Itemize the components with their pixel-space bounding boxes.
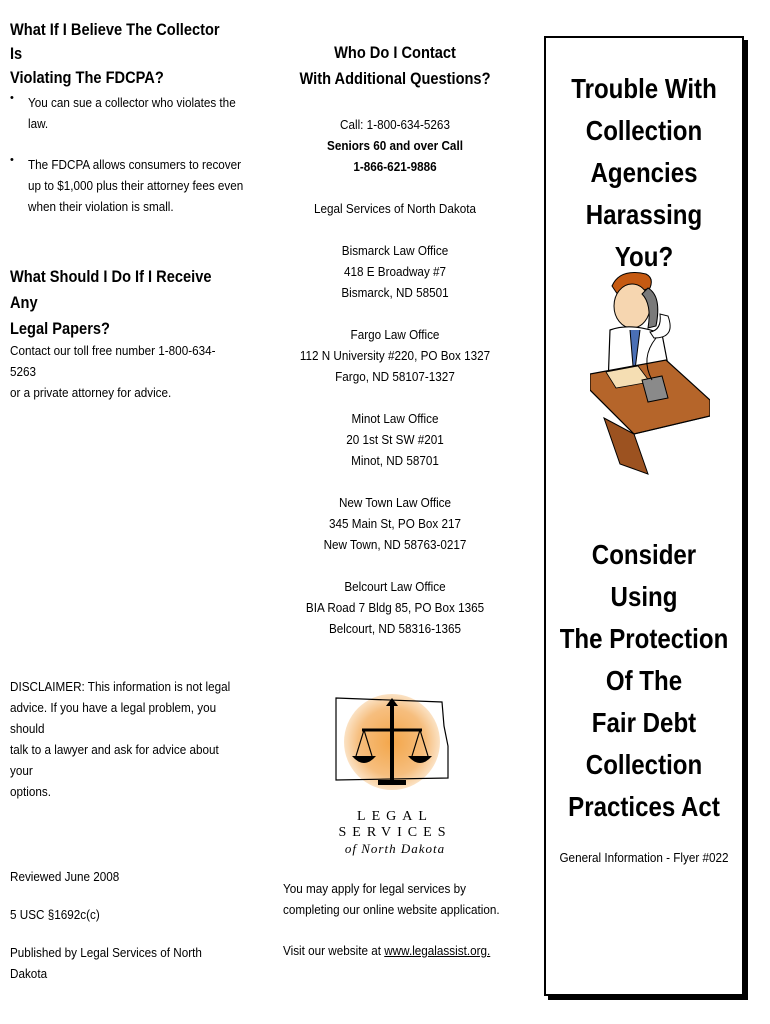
subtitle-line: The Protection xyxy=(559,623,729,654)
bullet-text: You can sue a collector who violates the xyxy=(28,95,236,110)
office-new-town xyxy=(270,492,520,555)
seniors-number: 1-866-621-9886 xyxy=(353,159,437,174)
apply-line: You may apply for legal services by xyxy=(283,881,466,896)
bullet-dot: • xyxy=(10,154,14,166)
phone-block xyxy=(270,114,520,177)
contact-heading xyxy=(270,40,520,92)
office-minot xyxy=(270,408,520,471)
office-address: 20 1st St SW #201 xyxy=(346,432,444,447)
title-line: Trouble With xyxy=(571,73,717,104)
cover-subtitle xyxy=(546,534,742,828)
middle-column xyxy=(270,40,520,639)
office-name: Belcourt Law Office xyxy=(344,579,446,594)
heading-line: What If I Believe The Collector Is xyxy=(10,20,220,63)
flyer-number: General Information - Flyer #022 xyxy=(559,850,729,865)
office-belcourt xyxy=(270,576,520,639)
reviewed-date: Reviewed June 2008 xyxy=(10,869,120,884)
contact-line: or a private attorney for advice. xyxy=(10,385,172,400)
office-city: Belcourt, ND 58316-1365 xyxy=(328,621,462,636)
heading-line: Violating The FDCPA? xyxy=(10,68,164,87)
contact-paragraph xyxy=(10,340,255,403)
bullet-item xyxy=(10,154,273,217)
website-link[interactable]: www.legalassist.org. xyxy=(384,943,491,958)
bullet-item xyxy=(10,92,273,134)
scales-of-justice-icon xyxy=(320,686,470,798)
bullet-text: up to $1,000 plus their attorney fees even xyxy=(28,178,244,193)
office-name: New Town Law Office xyxy=(338,495,452,510)
fdcpa-heading xyxy=(10,18,270,90)
disclaimer-line: DISCLAIMER: This information is not legal xyxy=(10,679,231,694)
office-city: Bismarck, ND 58501 xyxy=(341,285,449,300)
heading-line: With Additional Questions? xyxy=(299,69,491,88)
statute-citation: 5 USC §1692c(c) xyxy=(10,907,100,922)
subtitle-line: Of The xyxy=(605,665,683,696)
seniors-label: Seniors 60 and over Call xyxy=(327,138,463,153)
man-on-phone-illustration xyxy=(590,268,710,478)
disclaimer-line: options. xyxy=(10,784,51,799)
subtitle-line: Consider Using xyxy=(591,539,697,612)
heading-line: Who Do I Contact xyxy=(334,43,456,62)
office-name: Bismarck Law Office xyxy=(341,243,449,258)
legal-papers-heading xyxy=(10,264,270,342)
heading-line: Legal Papers? xyxy=(10,319,110,338)
fdcpa-bullets xyxy=(10,92,273,217)
office-city: Minot, ND 58701 xyxy=(351,453,439,468)
logo-wordmark: LEGAL SERVICES xyxy=(338,809,452,840)
office-address: BIA Road 7 Bldg 85, PO Box 1365 xyxy=(305,600,485,615)
bullet-text: law. xyxy=(28,116,49,131)
office-name: Minot Law Office xyxy=(351,411,439,426)
website-line xyxy=(283,940,517,961)
office-city: Fargo, ND 58107-1327 xyxy=(335,369,455,384)
office-address: 345 Main St, PO Box 217 xyxy=(328,516,462,531)
office-bismarck xyxy=(270,240,520,303)
org-name: Legal Services of North Dakota xyxy=(314,201,476,216)
title-line: Agencies xyxy=(590,157,698,188)
call-number: Call: 1-800-634-5263 xyxy=(340,117,450,132)
logo-subtitle: of North Dakota xyxy=(344,841,446,856)
subtitle-line: Fair Debt xyxy=(591,707,697,738)
office-fargo xyxy=(270,324,520,387)
bullet-text: when their violation is small. xyxy=(28,199,174,214)
website-prefix: Visit our website at xyxy=(283,943,385,958)
heading-line: What Should I Do If I Receive Any xyxy=(10,267,212,312)
office-name: Fargo Law Office xyxy=(350,327,440,342)
office-city: New Town, ND 58763-0217 xyxy=(323,537,467,552)
bullet-dot: • xyxy=(10,92,14,104)
contact-line: Contact our toll free number 1-800-634-5263 xyxy=(10,343,216,379)
cover-title xyxy=(546,68,742,278)
title-line: Collection xyxy=(585,115,703,146)
publisher-line: Published by Legal Services of North Dakota xyxy=(10,945,202,981)
subtitle-line: Practices Act xyxy=(568,791,720,822)
title-line: Harassing You? xyxy=(585,199,703,272)
disclaimer-line: talk to a lawyer and ask for advice about your xyxy=(10,742,219,778)
disclaimer-line: advice. If you have a legal problem, you should xyxy=(10,700,217,736)
bullet-text: The FDCPA allows consumers to recover xyxy=(28,157,242,172)
cover-panel xyxy=(544,36,744,996)
office-address: 112 N University #220, PO Box 1327 xyxy=(299,348,491,363)
legal-services-logo xyxy=(320,686,470,856)
office-address: 418 E Broadway #7 xyxy=(343,264,447,279)
apply-block xyxy=(283,878,523,961)
apply-line: completing our online website application. xyxy=(283,902,500,917)
subtitle-line: Collection xyxy=(585,749,703,780)
disclaimer xyxy=(10,676,270,802)
